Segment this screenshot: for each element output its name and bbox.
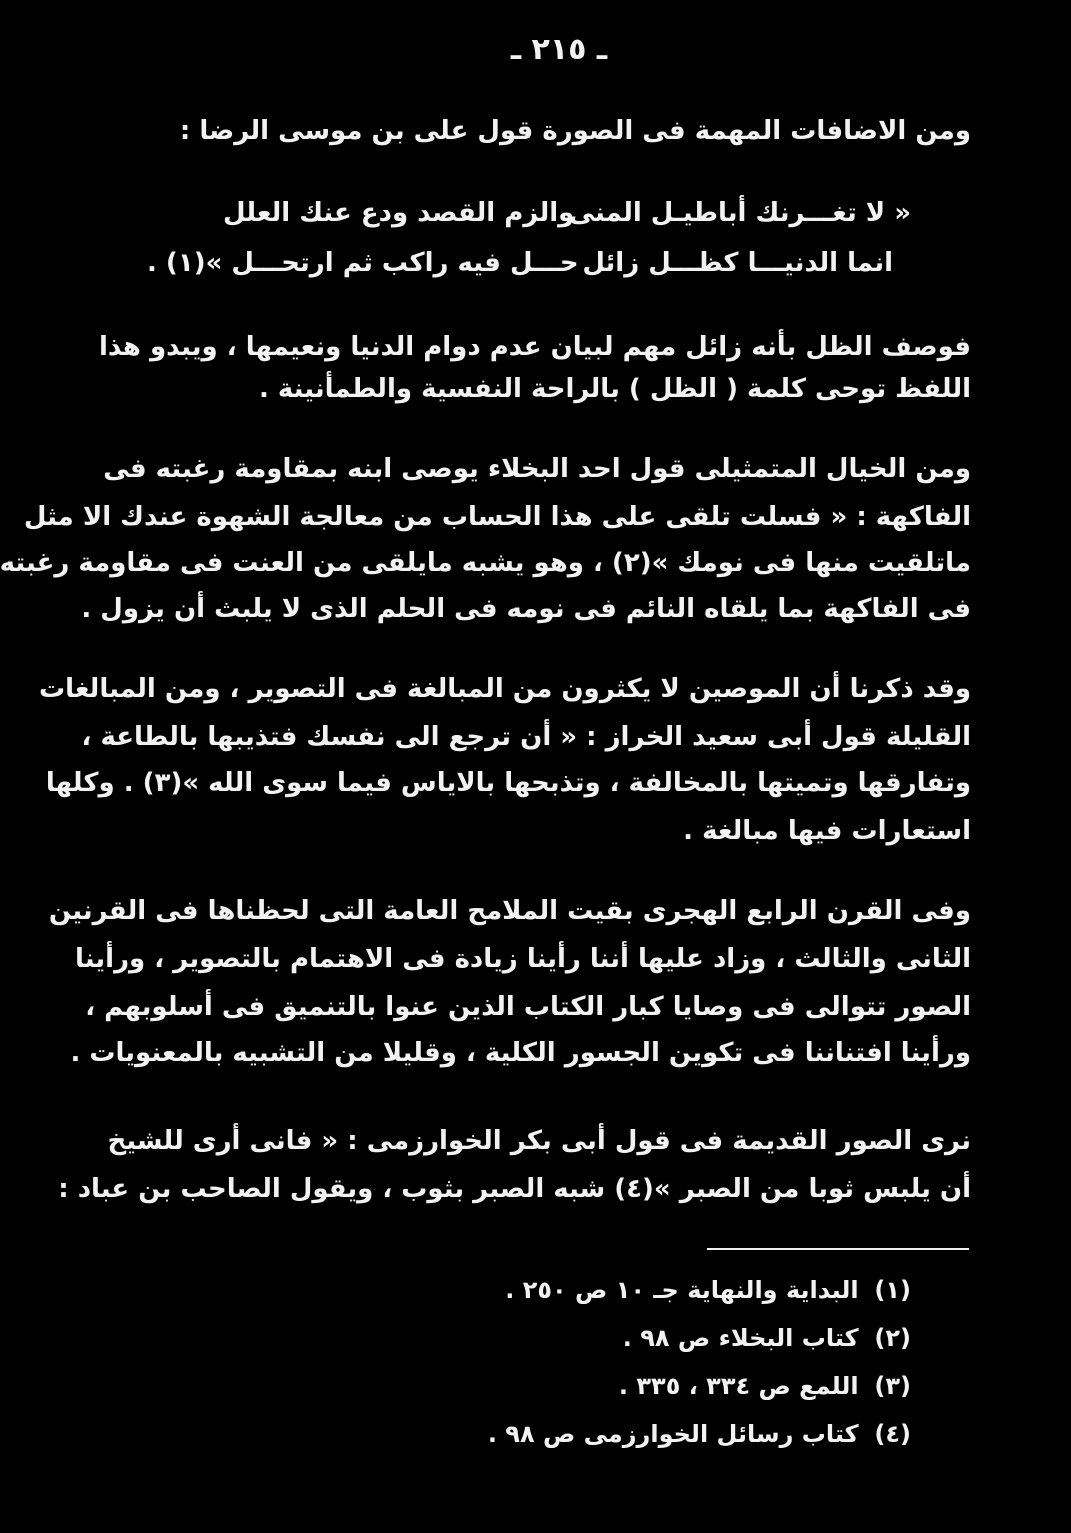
paragraph-line: القليلة قول أبى سعيد الخراز : « أن ترجع الى نفسك فتذيبها بالطاعة ،	[81, 722, 971, 752]
paragraph-line: ماتلقيت منها فى نومك »(٢) ، وهو يشبه مايلقى من العنت فى مقاومة رغبته	[0, 548, 971, 578]
paragraph-line: ورأينا افتناننا فى تكوين الجسور الكلية ، وقليلا من التشبيه بالمعنويات .	[70, 1038, 971, 1068]
paragraph-line: وقد ذكرنا أن الموصين لا يكثرون من المبالغة فى التصوير ، ومن المبالغات	[38, 674, 971, 704]
paragraph-line: وفى القرن الرابع الهجرى بقيت الملامح العامة التى لحظناها فى القرنين	[48, 896, 971, 926]
footnote-3	[619, 1370, 911, 1402]
paragraph-line: الثانى والثالث ، وزاد عليها أننا رأينا زيادة فى الاهتمام بالتصوير ، ورأينا	[75, 944, 971, 974]
footnote-number: (٣)	[874, 1372, 911, 1400]
footnote-4	[488, 1418, 911, 1450]
paragraph-intro-line: ومن الاضافات المهمة فى الصورة قول على بن موسى الرضا :	[179, 116, 971, 146]
verse-line1-first-hemistich: « لا تغـــرنك أباطيـل المنى	[568, 198, 911, 228]
paragraph-line: اللفظ توحى كلمة ( الظل ) بالراحة النفسية والطمأنينة .	[258, 374, 971, 404]
footnote-number: (٤)	[874, 1420, 911, 1448]
paragraph-line: فوصف الظل بأنه زائل مهم لبيان عدم دوام الدنيا ونعيمها ، ويبدو هذا	[98, 332, 971, 362]
paragraph-line: وتفارقها وتميتها بالمخالفة ، وتذبحها بالاياس فيما سوى الله »(٣) . وكلها	[45, 768, 971, 798]
footnote-text: البداية والنهاية جـ ١٠ ص ٢٥٠ .	[505, 1276, 859, 1304]
verse-line1-second-hemistich: والزم القصد ودع عنك العلل	[223, 198, 575, 228]
verse-line2-second-hemistich: حـــل فيه راكب ثم ارتحـــل »(١) .	[147, 248, 579, 278]
paragraph-line: الصور تتوالى فى وصايا كبار الكتاب الذين عنوا بالتنميق فى أسلوبهم ،	[85, 992, 971, 1022]
paragraph-line: استعارات فيها مبالغة .	[683, 816, 971, 846]
footnote-number: (١)	[874, 1276, 911, 1304]
footnote-number: (٢)	[874, 1324, 911, 1352]
footnote-text: اللمع ص ٣٣٤ ، ٣٣٥ .	[618, 1372, 859, 1400]
verse-line2-first-hemistich: انما الدنيـــا كظـــل زائل	[582, 248, 893, 278]
paragraph-line: الفاكهة : « فسلت تلقى على هذا الحساب من معالجة الشهوة عندك الا مثل	[23, 502, 971, 532]
footnote-text: كتاب رسائل الخوارزمى ص ٩٨ .	[487, 1420, 859, 1448]
footnote-2	[623, 1322, 911, 1354]
page-number: ـ ٢١٥ ـ	[510, 32, 608, 67]
footnote-1	[505, 1274, 911, 1306]
paragraph-line: ومن الخيال المتمثيلى قول احد البخلاء يوصى ابنه بمقاومة رغبته فى	[103, 454, 971, 484]
paragraph-line: أن يلبس ثوبا من الصبر »(٤) شبه الصبر بثوب ، ويقول الصاحب بن عباد :	[58, 1174, 971, 1204]
paragraph-line: نرى الصور القديمة فى قول أبى بكر الخوارزمى : « فانى أرى للشيخ	[107, 1126, 971, 1156]
footnote-text: كتاب البخلاء ص ٩٨ .	[622, 1324, 859, 1352]
paragraph-line: فى الفاكهة بما يلقاه النائم فى نومه فى الحلم الذى لا يلبث أن يزول .	[81, 594, 971, 624]
footnote-divider	[707, 1248, 969, 1250]
